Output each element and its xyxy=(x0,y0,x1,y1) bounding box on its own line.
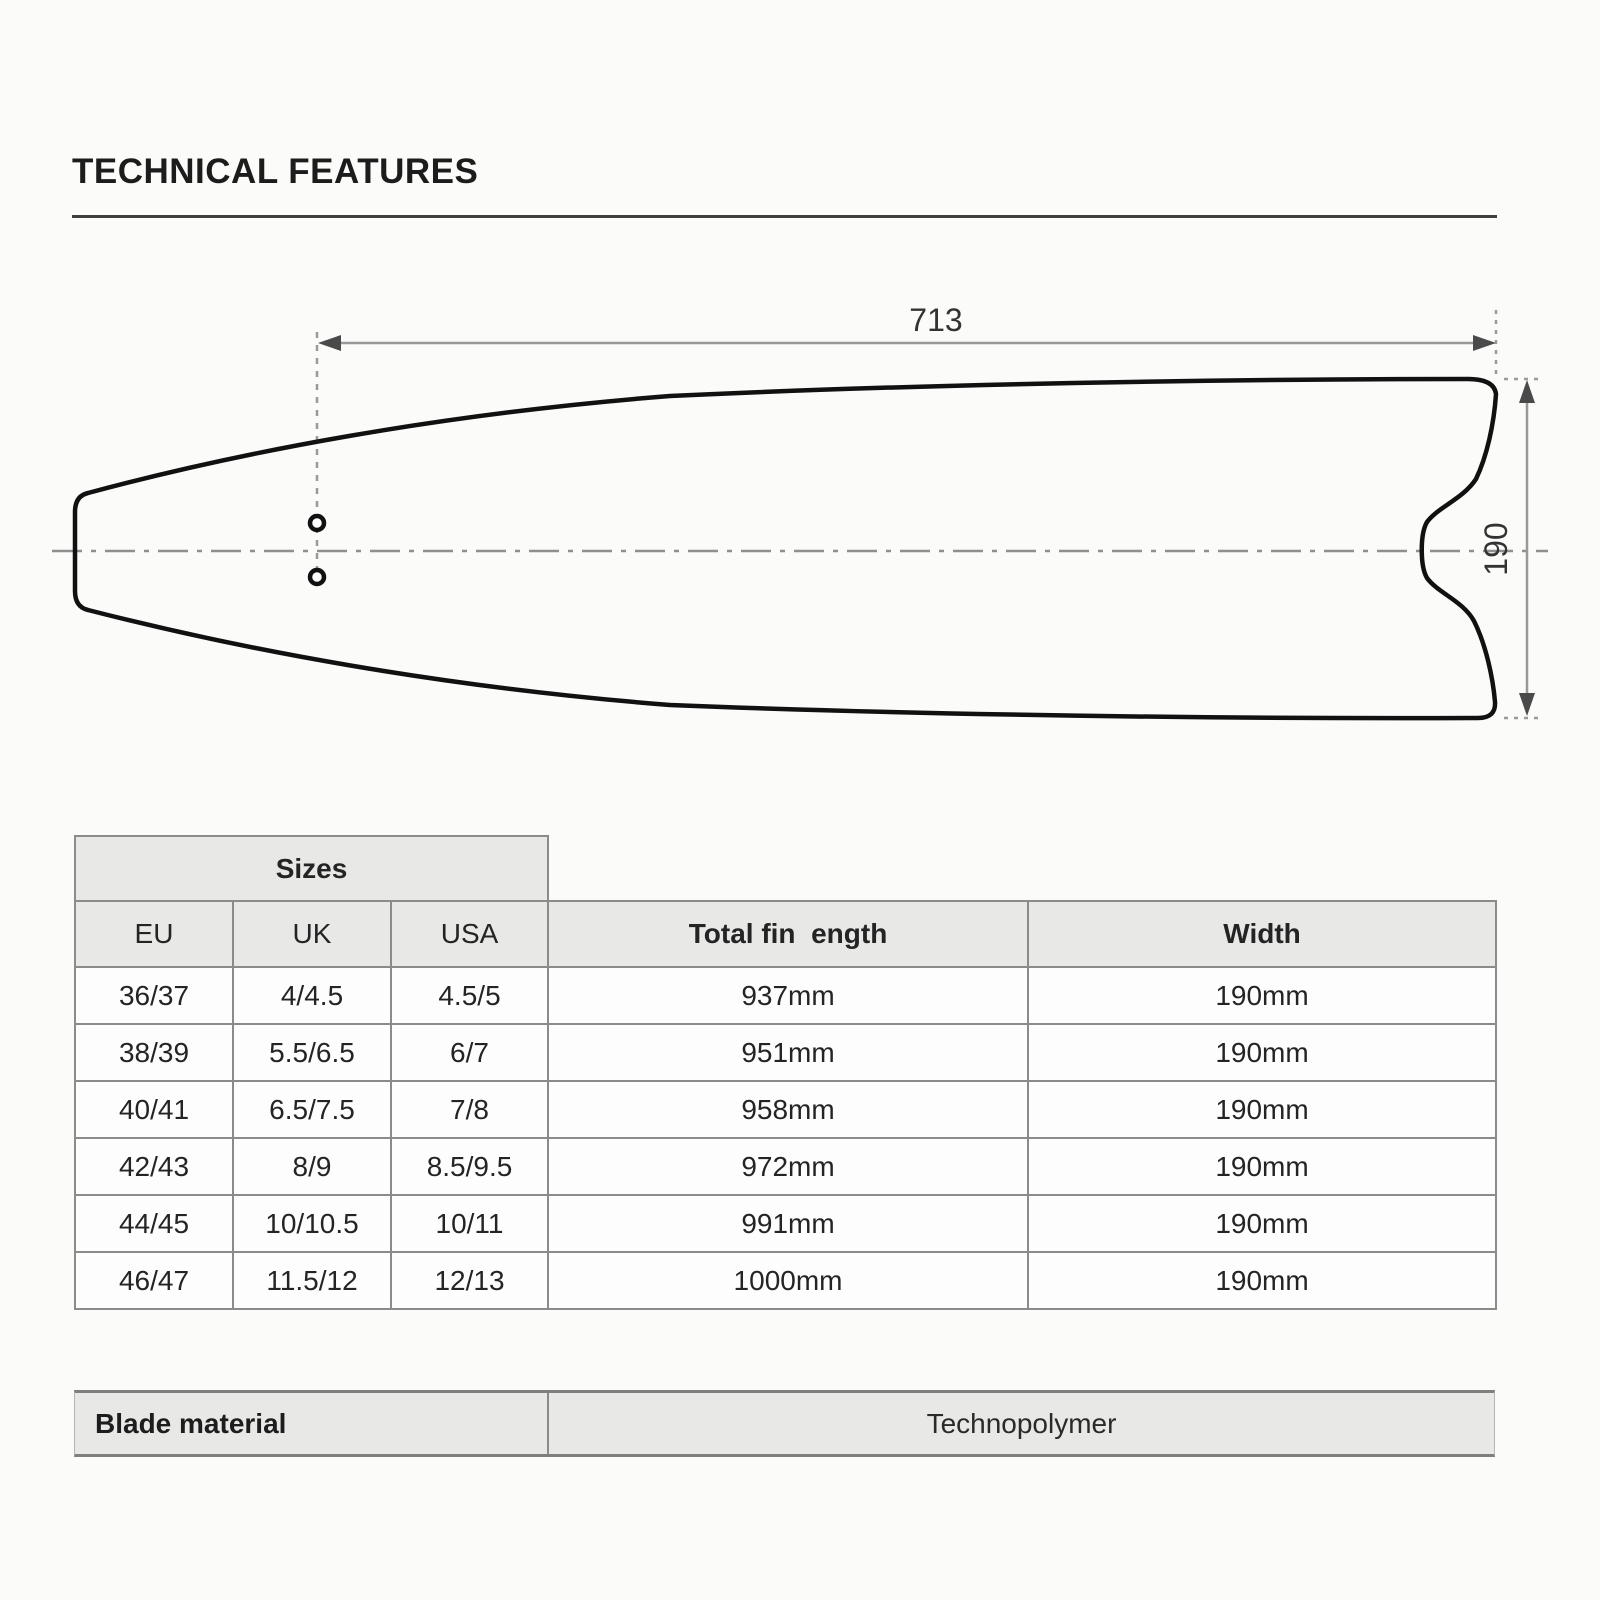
eu-size-cell: 46/47 xyxy=(75,1252,233,1309)
usa-size-cell: 6/7 xyxy=(391,1024,548,1081)
uk-size-cell: 5.5/6.5 xyxy=(233,1024,391,1081)
length-arrow-left xyxy=(318,335,341,351)
spacer-cell xyxy=(1028,836,1496,901)
column-header-row xyxy=(75,901,1496,967)
usa-size-cell: 4.5/5 xyxy=(391,967,548,1024)
uk-size-cell: 4/4.5 xyxy=(233,967,391,1024)
uk-size-cell: 10/10.5 xyxy=(233,1195,391,1252)
table-row xyxy=(75,1138,1496,1195)
total-fin-length-cell: 951mm xyxy=(548,1024,1028,1081)
total-fin-length-cell: 958mm xyxy=(548,1081,1028,1138)
eu-size-cell: 38/39 xyxy=(75,1024,233,1081)
fin-outline xyxy=(75,379,1496,718)
uk-size-cell: 11.5/12 xyxy=(233,1252,391,1309)
width-cell: 190mm xyxy=(1028,1195,1496,1252)
table-row xyxy=(75,1081,1496,1138)
page-title: TECHNICAL FEATURES xyxy=(72,152,479,191)
width-cell: 190mm xyxy=(1028,1252,1496,1309)
usa-size-cell: 10/11 xyxy=(391,1195,548,1252)
usa-size-cell: 8.5/9.5 xyxy=(391,1138,548,1195)
length-arrow-right xyxy=(1473,335,1496,351)
usa-size-cell: 12/13 xyxy=(391,1252,548,1309)
title-underline xyxy=(72,215,1497,218)
total-fin-length-cell: 1000mm xyxy=(548,1252,1028,1309)
length-dimension-label: 713 xyxy=(909,302,963,338)
width-arrow-bottom xyxy=(1519,693,1535,716)
total-fin-length-cell: 937mm xyxy=(548,967,1028,1024)
width-arrow-top xyxy=(1519,380,1535,403)
width-cell: 190mm xyxy=(1028,967,1496,1024)
uk-size-cell: 8/9 xyxy=(233,1138,391,1195)
sizes-merged-row xyxy=(75,836,1496,901)
width-cell: 190mm xyxy=(1028,1138,1496,1195)
mounting-hole-bottom xyxy=(310,570,324,584)
usa-size-cell: 7/8 xyxy=(391,1081,548,1138)
table-row xyxy=(75,1024,1496,1081)
eu-size-cell: 40/41 xyxy=(75,1081,233,1138)
eu-size-cell: 44/45 xyxy=(75,1195,233,1252)
sizes-header-cell: Sizes xyxy=(75,836,548,901)
total-fin-length-column-header: Total fin ength xyxy=(548,901,1028,967)
blade-material-value: Technopolymer xyxy=(926,1407,1117,1439)
width-cell: 190mm xyxy=(1028,1081,1496,1138)
blade-material-row xyxy=(74,1390,1495,1457)
total-fin-length-cell: 972mm xyxy=(548,1138,1028,1195)
table-row xyxy=(75,967,1496,1024)
mounting-hole-top xyxy=(310,516,324,530)
sizes-table xyxy=(74,835,1497,1310)
usa-column-header: USA xyxy=(391,901,548,967)
width-cell: 190mm xyxy=(1028,1024,1496,1081)
eu-size-cell: 36/37 xyxy=(75,967,233,1024)
total-fin-length-cell: 991mm xyxy=(548,1195,1028,1252)
eu-size-cell: 42/43 xyxy=(75,1138,233,1195)
spacer-cell xyxy=(548,836,1028,901)
width-column-header: Width xyxy=(1028,901,1496,967)
table-row xyxy=(75,1252,1496,1309)
uk-column-header: UK xyxy=(233,901,391,967)
table-row xyxy=(75,1195,1496,1252)
eu-column-header: EU xyxy=(75,901,233,967)
uk-size-cell: 6.5/7.5 xyxy=(233,1081,391,1138)
width-dimension-label: 190 xyxy=(1478,522,1514,576)
blade-material-label: Blade material xyxy=(75,1393,549,1454)
